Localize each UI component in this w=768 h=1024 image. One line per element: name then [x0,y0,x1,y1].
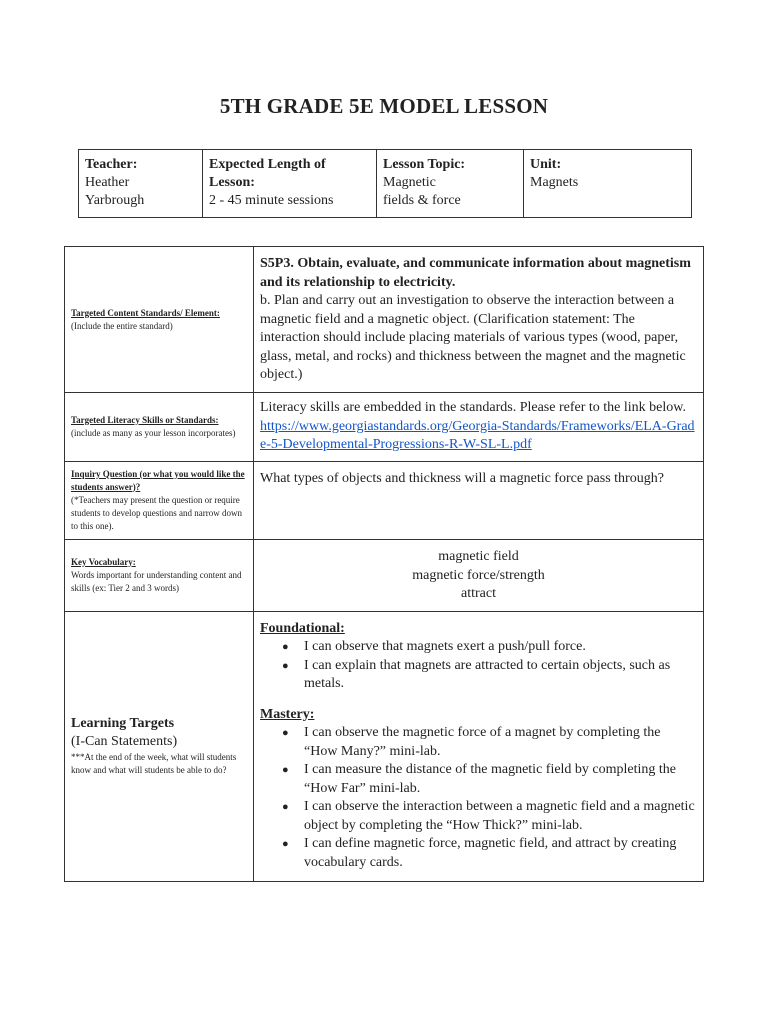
inquiry-note: (*Teachers may present the question or require students to develop questions and narrow down to this one). [71,494,242,531]
unit-label: Unit: [530,157,562,172]
teacher-cell [79,150,203,218]
standards-content-cell [254,247,704,393]
vocab-term: attract [461,586,496,602]
vocabulary-row [65,539,704,611]
literacy-note: (include as many as your lesson incorporates) [71,427,236,438]
length-value: 2 - 45 minute sessions [209,193,334,208]
vocabulary-note: Words important for understanding content and skills (ex: Tier 2 and 3 words) [71,569,242,593]
targets-note: ***At the end of the week, what will students know and what will students be able to do? [71,752,237,775]
standard-heading: S5P3. Obtain, evaluate, and communicate information about magnetism and its relationship to electricity. [260,256,691,290]
standards-row [65,247,704,393]
topic-value-line1: Magnetic [383,175,436,190]
literacy-label: Targeted Literacy Skills or Standards: [71,414,219,425]
list-item: ● I can observe the magnetic force of a magnet by completing the “How Many?” mini-lab. [304,724,697,761]
georgia-standards-link[interactable]: https://www.georgiastandards.org/Georgia-Standards/Frameworks/ELA-Grade-5-Developmental-Progressions-R-W-SL-L.pdf [260,418,695,452]
mastery-heading: Mastery: [260,706,315,722]
mastery-list [260,724,697,872]
targets-label-cell [65,611,254,881]
inquiry-label: Inquiry Question (or what you would like the students answer)? [71,468,245,492]
learning-targets-row [65,611,704,881]
standards-label: Targeted Content Standards/ Element: [71,307,220,318]
lesson-detail-table [64,246,704,882]
literacy-content-cell [254,393,704,462]
vocab-term: magnetic force/strength [412,567,545,583]
topic-label: Lesson Topic: [383,157,466,172]
topic-cell [377,150,524,218]
teacher-label: Teacher: [85,157,138,172]
unit-cell [524,150,692,218]
length-label: Expected Length of Lesson: [209,157,326,190]
lesson-header-table [78,149,692,218]
vocabulary-label-cell [65,539,254,611]
teacher-value-line2: Yarbrough [85,193,145,208]
inquiry-row [65,461,704,539]
standard-text: b. Plan and carry out an investigation to observe the interaction between a magnetic field and a magnetic object. (Clarification statement: The interaction should include placing materials of various types (wood, paper, glass, metal, and rocks) and thickness between the magnet and the magnetic object.) [260,293,686,382]
vocabulary-content-cell [254,539,704,611]
teacher-value-line1: Heather [85,175,130,190]
inquiry-question: What types of objects and thickness will a magnetic force pass through? [260,470,664,486]
unit-value: Magnets [530,175,579,190]
foundational-list [260,638,697,694]
list-item: ● I can explain that magnets are attracted to certain objects, such as metals. [304,657,697,694]
targets-sublabel: (I-Can Statements) [71,734,178,749]
page-title: 5TH GRADE 5E MODEL LESSON [219,94,549,118]
targets-content-cell [254,611,704,881]
list-item: ● I can observe that magnets exert a push/pull force. [304,638,697,657]
inquiry-label-cell [65,461,254,539]
vocab-term: magnetic field [438,549,519,565]
list-item: ● I can measure the distance of the magnetic field by completing the “How Far” mini-lab. [304,761,697,798]
vocabulary-label: Key Vocabulary: [71,556,136,567]
list-item: ● I can define magnetic force, magnetic field, and attract by creating vocabulary cards. [304,835,697,872]
inquiry-content-cell [254,461,704,539]
literacy-row [65,393,704,462]
standards-label-cell [65,247,254,393]
standards-note: (Include the entire standard) [71,320,173,331]
length-cell [203,150,377,218]
targets-label: Learning Targets [71,716,175,731]
literacy-text: Literacy skills are embedded in the standards. Please refer to the link below. [260,400,686,415]
foundational-heading: Foundational: [260,620,345,636]
topic-value-line2: fields & force [383,193,461,208]
literacy-label-cell [65,393,254,462]
list-item: ● I can observe the interaction between a magnetic field and a magnetic object by completing the “How Thick?” mini-lab. [304,798,697,835]
